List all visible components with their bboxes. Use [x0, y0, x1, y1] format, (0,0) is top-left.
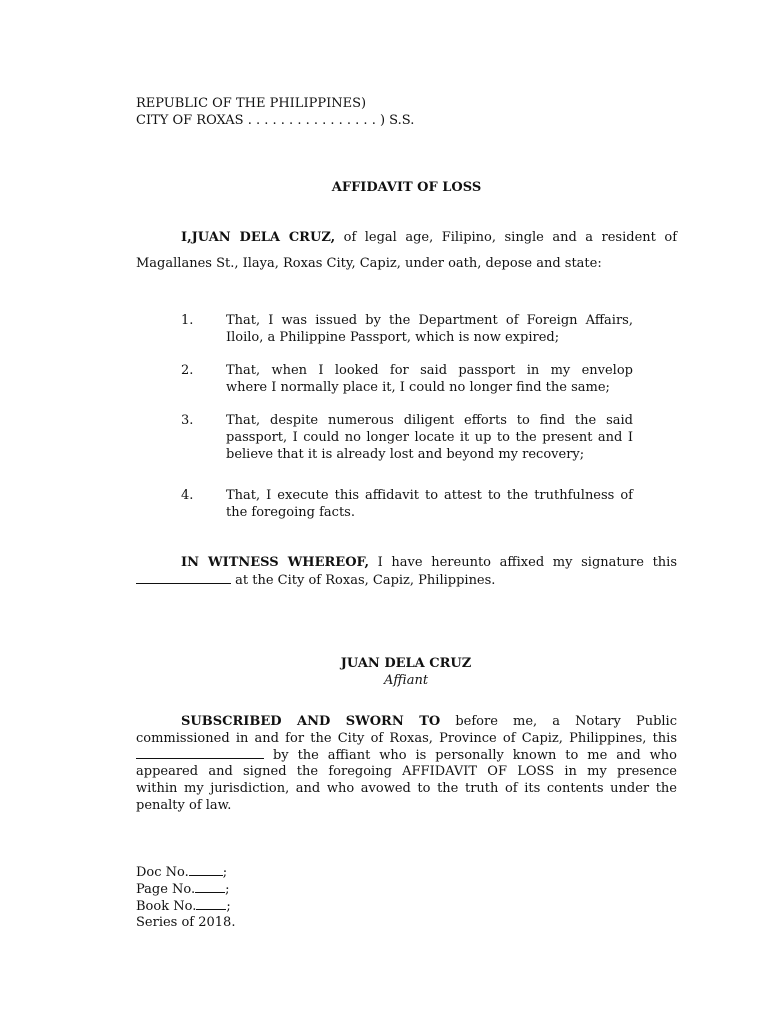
series: [136, 914, 235, 931]
header-ss: ) S.S.: [379, 113, 415, 128]
witness-line-1: [181, 554, 677, 571]
header-city-dots: . . . . . . . . . . . . . . . .: [243, 113, 380, 128]
witness-line-2: [136, 571, 495, 589]
intro-text-2: Magallanes St., Ilaya, Roxas City, Capiz, under oath, depose and state:: [136, 256, 602, 271]
doc-terminator: ;: [222, 865, 228, 880]
doc-number: [136, 863, 227, 881]
jurat-lead: SUBSCRIBED AND SWORN TO: [181, 714, 441, 729]
book-number: [136, 897, 231, 915]
jurat-text-2: commissioned in and for the City of Roxas, Province of Capiz, Philippines, this: [136, 731, 677, 746]
witness-text-1: I have hereunto affixed my signature this: [377, 555, 677, 570]
jurat-date-blank: [136, 746, 264, 759]
item-line: That, when I looked for said passport in my envelop: [226, 363, 633, 378]
jurat-line-6: [136, 797, 231, 814]
witness-text-2: at the City of Roxas, Capiz, Philippines.: [235, 573, 496, 588]
header-line-1: REPUBLIC OF THE PHILIPPINES): [136, 96, 367, 111]
title-text: AFFIDAVIT OF LOSS: [331, 180, 482, 195]
jurat-text-1: before me, a Notary Public: [455, 714, 677, 729]
signature-name: JUAN DELA CRUZ: [340, 656, 472, 671]
header-city: [136, 112, 414, 129]
item-line: That, I was issued by the Department of Foreign Affairs,: [226, 313, 633, 328]
jurat-text-5: within my jurisdiction, and who avowed to the truth of its contents under the: [136, 781, 677, 796]
header-republic: [136, 95, 366, 112]
intro-text-1: of legal age, Filipino, single and a resident of: [343, 230, 678, 245]
page-title: [136, 179, 677, 196]
page-label: Page No.: [136, 882, 196, 897]
affiant-name: [306, 655, 506, 672]
series-text: Series of 2018.: [136, 915, 236, 930]
item-number: 2.: [181, 363, 194, 378]
jurat-line-2: [136, 730, 677, 747]
jurat-line-4: [136, 763, 677, 780]
item-line: That, I execute this affidavit to attest to the truthfulness of: [226, 488, 633, 503]
header-city-name: CITY OF ROXAS: [136, 113, 244, 128]
item-number: 4.: [181, 488, 194, 503]
witness-lead: IN WITNESS WHEREOF,: [181, 555, 369, 570]
doc-label: Doc No.: [136, 865, 189, 880]
doc-blank: [189, 863, 223, 876]
book-terminator: ;: [226, 899, 231, 914]
jurat-text-3: by the affiant who is personally known to me and who: [272, 748, 677, 763]
affiant-name-intro: I,JUAN DELA CRUZ,: [181, 230, 336, 245]
item-line: the foregoing facts.: [226, 505, 355, 520]
page-blank: [195, 880, 225, 893]
intro-line-1: [181, 229, 677, 246]
item-line: Iloilo, a Philippine Passport, which is now expired;: [226, 330, 560, 345]
jurat-line-1: [181, 713, 677, 730]
item-line: where I normally place it, I could no longer find the same;: [226, 380, 610, 395]
jurat-line-3: [136, 746, 677, 764]
date-blank: [136, 571, 231, 584]
book-blank: [196, 897, 226, 910]
item-line: passport, I could no longer locate it up to the present and I: [226, 430, 633, 445]
affiant-role: [306, 672, 506, 689]
page-number: [136, 880, 230, 898]
item-line: That, despite numerous diligent efforts to find the said: [226, 413, 633, 428]
page-terminator: ;: [225, 882, 230, 897]
jurat-text-6: penalty of law.: [136, 798, 232, 813]
jurat-line-5: [136, 780, 677, 797]
item-number: 1.: [181, 313, 194, 328]
item-line: believe that it is already lost and beyond my recovery;: [226, 447, 585, 462]
item-number: 3.: [181, 413, 194, 428]
book-label: Book No.: [136, 899, 197, 914]
signature-role: Affiant: [383, 673, 429, 688]
jurat-text-4: appeared and signed the foregoing AFFIDAVIT OF LOSS in my presence: [136, 764, 677, 779]
intro-line-2: [136, 255, 602, 272]
